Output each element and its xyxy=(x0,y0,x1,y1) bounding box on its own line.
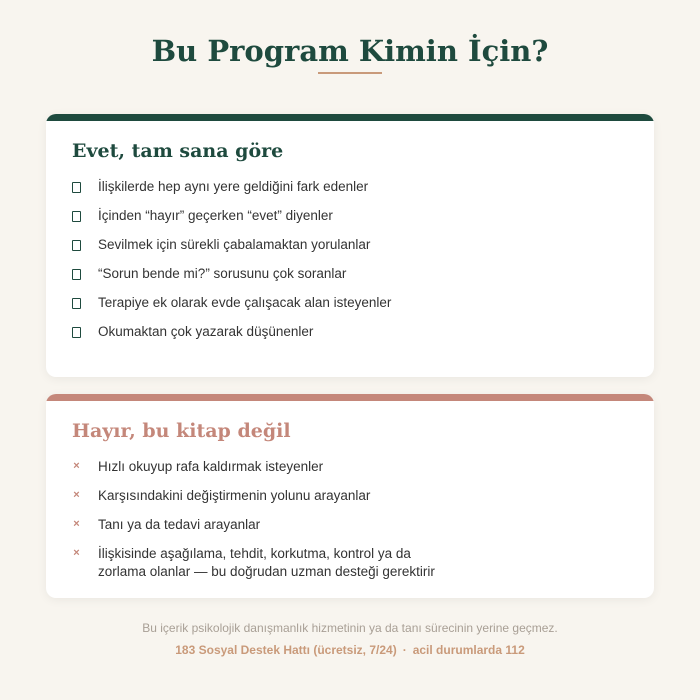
no-card-heading: Hayır, bu kitap değil xyxy=(72,420,291,442)
check-box-icon xyxy=(72,298,81,309)
hotline-text: 183 Sosyal Destek Hattı (ücretsiz, 7/24) xyxy=(175,643,397,657)
check-box-icon xyxy=(72,327,81,338)
yes-card-heading: Evet, tam sana göre xyxy=(72,140,284,162)
check-box-icon xyxy=(72,240,81,251)
emergency-text: acil durumlarda 112 xyxy=(412,643,525,657)
yes-card xyxy=(46,114,654,377)
yes-list xyxy=(72,178,624,352)
list-item-text: Sevilmek için sürekli çabalamaktan yorulanlar xyxy=(98,237,371,252)
check-box-icon xyxy=(72,211,81,222)
list-item xyxy=(72,323,624,352)
title-underline xyxy=(318,72,382,74)
list-item xyxy=(72,236,624,265)
list-item xyxy=(72,458,624,487)
no-list xyxy=(72,458,624,581)
list-item-text: Terapiye ek olarak evde çalışacak alan isteyenler xyxy=(98,295,392,310)
list-item xyxy=(72,487,624,516)
cross-icon: × xyxy=(73,460,80,472)
list-item-text: Tanı ya da tedavi arayanlar xyxy=(98,517,261,532)
list-item-text: İlişkilerde hep aynı yere geldiğini fark edenler xyxy=(98,179,369,194)
cross-icon: × xyxy=(73,489,80,501)
no-card xyxy=(46,394,654,598)
list-item-text: Okumaktan çok yazarak düşünenler xyxy=(98,324,314,339)
list-item-text: İlişkisinde aşağılama, tehdit, korkutma, kontrol ya da zorlama olanlar — bu doğrudan uzman desteği gerektirir xyxy=(98,546,435,579)
page-title: Bu Program Kimin İçin? xyxy=(151,34,549,68)
separator-dot: · xyxy=(402,643,407,657)
cross-icon: × xyxy=(73,547,80,559)
list-item xyxy=(72,294,624,323)
yes-card-top-bar xyxy=(46,114,654,121)
list-item xyxy=(72,178,624,207)
list-item-text: “Sorun bende mi?” sorusunu çok soranlar xyxy=(98,266,347,281)
cross-icon: × xyxy=(73,518,80,530)
list-item xyxy=(72,207,624,236)
list-item xyxy=(72,516,624,545)
list-item-text: İçinden “hayır” geçerken “evet” diyenler xyxy=(98,208,333,223)
check-box-icon xyxy=(72,182,81,193)
disclaimer-note: Bu içerik psikolojik danışmanlık hizmetinin ya da tanı sürecinin yerine geçmez. xyxy=(142,621,558,635)
list-item-text: Hızlı okuyup rafa kaldırmak isteyenler xyxy=(98,459,324,474)
list-item xyxy=(72,545,624,581)
list-item-text: Karşısındakini değiştirmenin yolunu arayanlar xyxy=(98,488,371,503)
check-box-icon xyxy=(72,269,81,280)
list-item xyxy=(72,265,624,294)
support-contact-line xyxy=(0,643,700,657)
no-card-top-bar xyxy=(46,394,654,401)
